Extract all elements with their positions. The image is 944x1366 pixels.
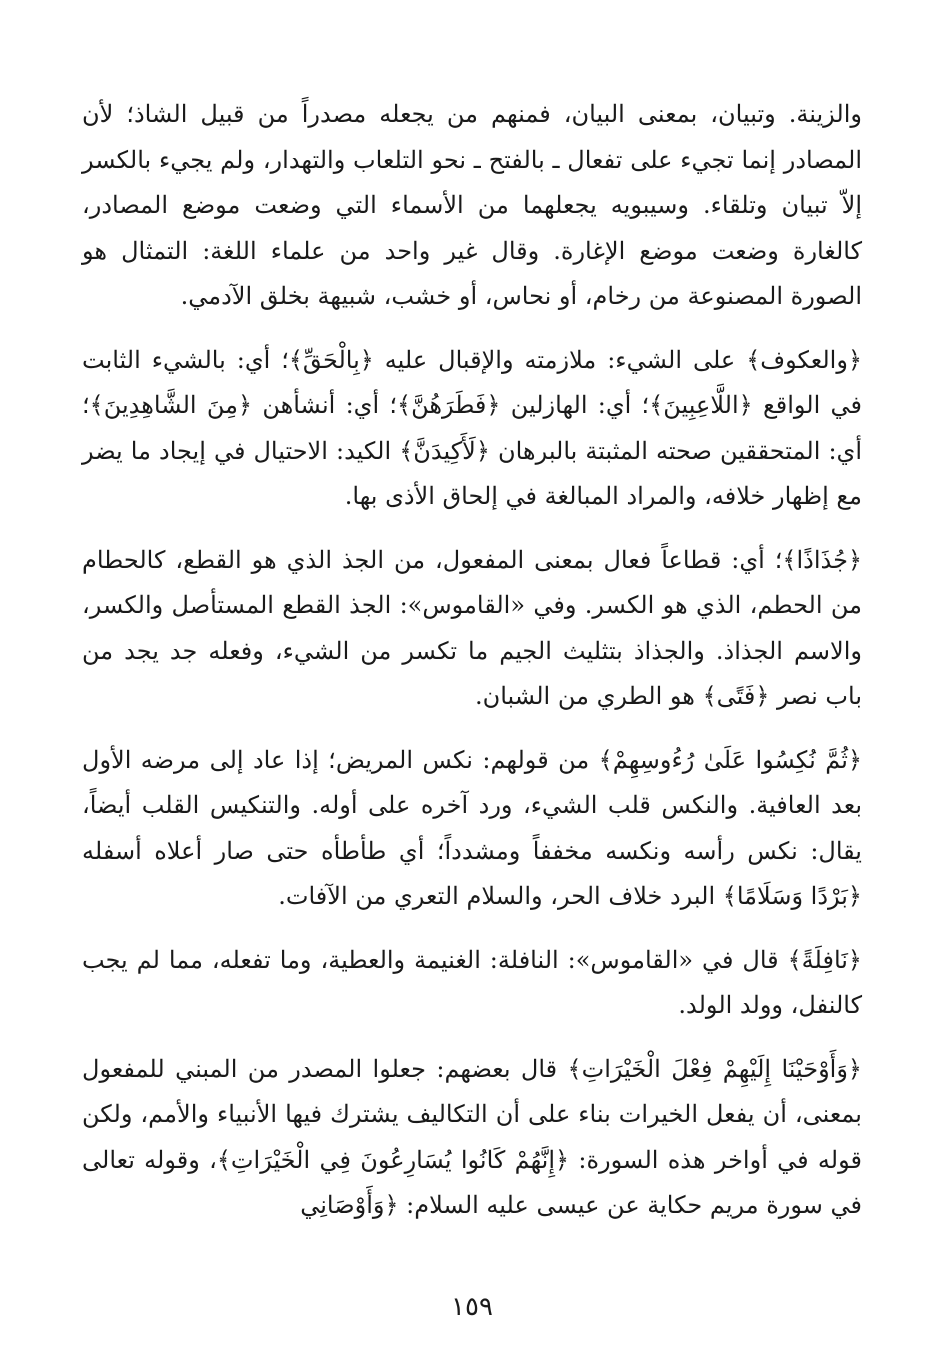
page-body <box>82 92 862 1282</box>
paragraph-1: والزينة. وتبيان، بمعنى البيان، فمنهم من يجعله مصدراً من قبيل الشاذ؛ لأن المصادر إنما تجيء على تفعال ـ بالفتح ـ نحو التلعاب والتهدار، ولم يجيء بالكسر إلاّ تبيان وتلقاء. وسيبويه يجعلهما من الأسماء التي وضعت موضع المصادر، كالغارة وضعت موضع الإغارة. وقال غير واحد من علماء اللغة: التمثال هو الصورة المصنوعة من رخام، أو نحاس، أو خشب، شبيهة بخلق الآدمي. <box>82 100 862 310</box>
page-number: ١٥٩ <box>451 1292 493 1322</box>
paragraph-5: ﴿نَافِلَةً﴾ قال في «القاموس»: النافلة: الغنيمة والعطية، وما تفعله، مما لم يجب كالنفل، وولد الولد. <box>82 945 862 1019</box>
paragraph-4: ﴿ثُمَّ نُكِسُوا عَلَىٰ رُءُوسِهِمْ﴾ من قولهم: نكس المريض؛ إذا عاد إلى مرضه الأول بعد العافية. والنكس قلب الشيء، ورد آخره على أوله. والتنكيس القلب أيضاً، يقال: نكس رأسه ونكسه مخففاً ومشدداً؛ أي طأطأه حتى صار أعلاه أسفله ﴿بَرْدًا وَسَلَامًا﴾ البرد خلاف الحر، والسلام التعري من الآفات. <box>82 745 863 910</box>
paragraph-6: ﴿وَأَوْحَيْنَا إِلَيْهِمْ فِعْلَ الْخَيْرَاتِ﴾ قال بعضهم: جعلوا المصدر من المبني للمفعول بمعنى، أن يفعل الخيرات بناء على أن التكاليف يشترك فيها الأنبياء والأمم، ولكن قوله في أواخر هذه السورة: ﴿إِنَّهُمْ كَانُوا يُسَارِعُونَ فِي الْخَيْرَاتِ﴾، وقوله تعالى في سورة مريم حكاية عن عيسى عليه السلام: ﴿وَأَوْصَانِي <box>82 1054 862 1219</box>
paragraph-3: ﴿جُذَاذًا﴾؛ أي: قطاعاً فعال بمعنى المفعول، من الجذ الذي هو القطع، كالحطام من الحطم، الذي هو الكسر. وفي «القاموس»: الجذ القطع المستأصل والكسر، والاسم الجذاذ. والجذاذ بتثليث الجيم ما تكسر من الشيء، وفعله جد يجد من باب نصر ﴿فَتًى﴾ هو الطري من الشبان. <box>82 545 863 710</box>
paragraph-2: ﴿والعكوف﴾ على الشيء: ملازمته والإقبال عليه ﴿بِالْحَقِّ﴾؛ أي: بالشيء الثابت في الواقع ﴿اللَّاعِبِينَ﴾؛ أي: الهازلين ﴿فَطَرَهُنَّ﴾؛ أي: أنشأهن ﴿مِنَ الشَّاهِدِينَ﴾؛ أي: المتحققين صحته المثبتة بالبرهان ﴿لَأَكِيدَنَّ﴾ الكيد: الاحتيال في إيجاد ما يضر مع إظهار خلافه، والمراد المبالغة في إلحاق الأذى بها. <box>82 345 862 510</box>
